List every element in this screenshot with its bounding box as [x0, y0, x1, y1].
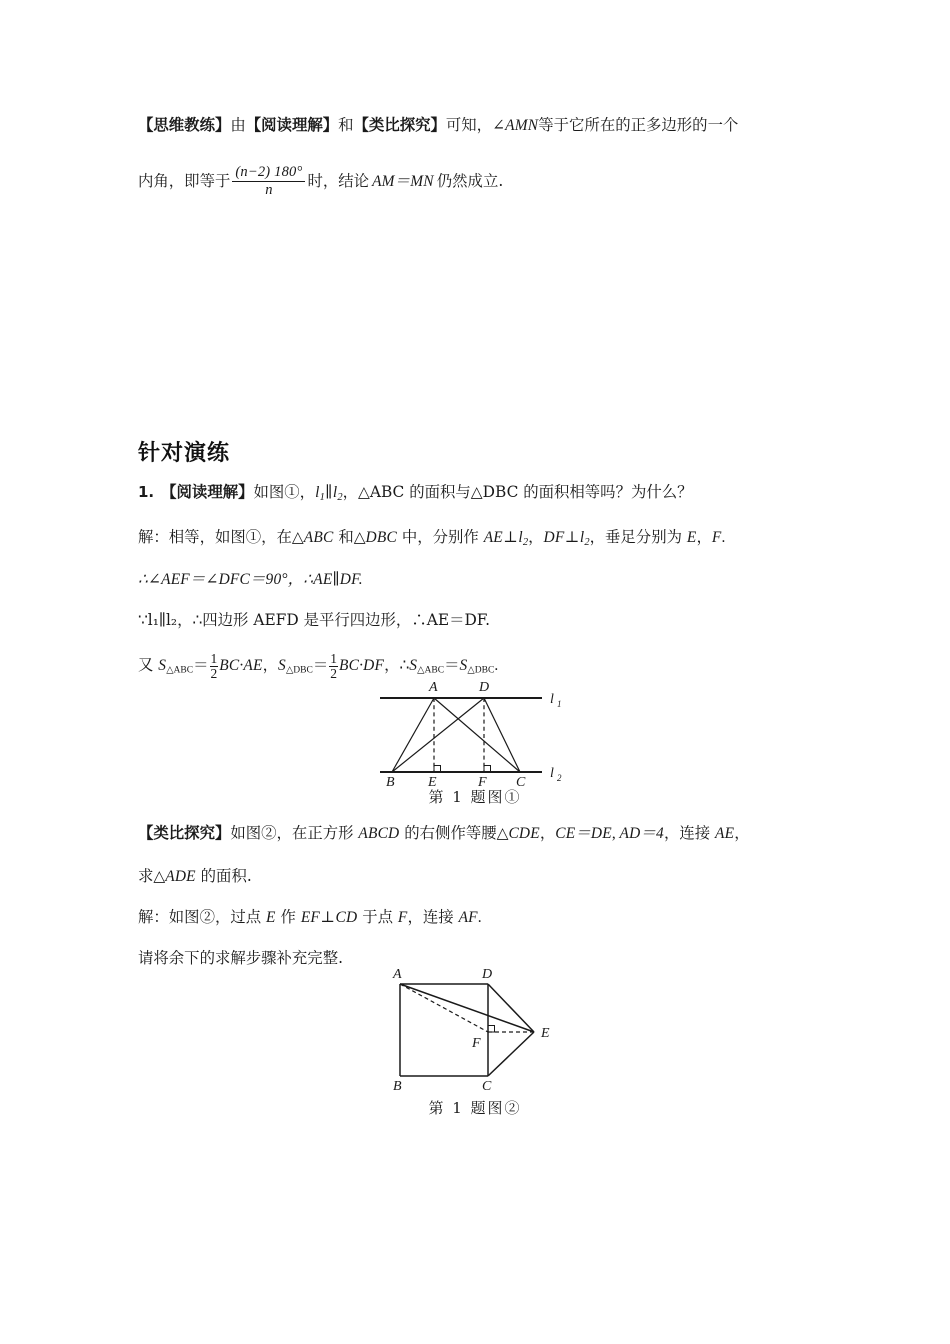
figure-1 [0, 676, 950, 791]
tri-abc-1: ABC [303, 529, 334, 546]
line-l1-subscript: 1 [319, 491, 325, 503]
seg-af-dashed [400, 984, 488, 1032]
area-s3-sub: △ABC [417, 664, 445, 676]
perp-symbol-2: ⊥ [564, 529, 580, 546]
figure-1-svg [360, 676, 590, 790]
figure-2-svg [360, 966, 590, 1094]
reading-comprehension-tag: 【阅读理解】 [245, 116, 339, 134]
area-s2-sub: △DBC [285, 664, 313, 676]
area-s3: S [409, 656, 418, 674]
formula-numerator: (n−2) 180° [232, 165, 305, 182]
bc-ae-product: BC·AE [219, 656, 263, 674]
label-D: D [479, 680, 490, 695]
seg-db [392, 698, 484, 772]
line-l2-subscript: 2 [337, 491, 343, 503]
label-l1: l [550, 692, 554, 707]
area-s4-sub: △DBC [467, 664, 495, 676]
seg-l2-b: l [579, 529, 585, 546]
solution-line-2-text: ∴∠AEF＝∠DFC＝90°，∴AE∥DF. [138, 571, 363, 588]
point-e-1: E [686, 529, 697, 546]
seg-l2-a-sub: 2 [522, 536, 529, 548]
am-equals-mn: AM＝MN [372, 173, 434, 191]
intro-line2-c: 仍然成立. [436, 172, 504, 191]
sol5-comma-2: ， [384, 655, 400, 674]
analogy-t1-d: , [611, 825, 620, 842]
label-l2: l [550, 766, 554, 781]
intro-line-2 [138, 165, 828, 198]
seg-ae-2: AE [715, 825, 735, 842]
solution-line-3-text: ∵l₁∥l₂，∴四边形 AEFD 是平行四边形，∴AE＝DF. [138, 611, 490, 629]
label-C2: C [482, 1079, 492, 1094]
analogy-line-1 [138, 826, 828, 841]
right-angle-mark-e [434, 766, 441, 773]
right-angle-mark-f [484, 766, 491, 773]
area-s2: S [278, 656, 286, 674]
ce-equals-de: CE＝DE [555, 825, 612, 842]
sol-mid-1: 和△ [333, 528, 366, 546]
half-num-2: 1 [330, 651, 338, 666]
equals-2: ＝ [312, 656, 329, 674]
label-D2: D [482, 967, 493, 982]
analogy-t2-b: 的面积. [195, 867, 252, 885]
point-f-1: F [711, 529, 722, 546]
half-den-1: 2 [210, 665, 218, 681]
figure-1-caption: 第 1 题图① [428, 788, 522, 806]
analogy-t1-a: 如图②，在正方形 [230, 824, 359, 842]
intro-text-b: 和 [338, 116, 354, 134]
label-F: F [478, 775, 487, 790]
seg-ce [488, 1032, 534, 1076]
label-B: B [386, 775, 395, 790]
half-den-2: 2 [330, 665, 338, 681]
label-F2: F [472, 1036, 481, 1051]
seg-cd: CD [335, 909, 358, 926]
point-e-2: E [266, 909, 276, 926]
seg-l2-b-sub: 2 [584, 536, 590, 548]
analogy-t3-a: 解：如图②，过点 [138, 908, 267, 926]
sol5-end-dot: . [494, 656, 499, 674]
tri-dbc-1: DBC [365, 529, 397, 546]
analogy-t2-a: 求△ [138, 867, 166, 885]
problem1-stem-b: ，△ABC 的面积与△DBC 的面积相等吗？为什么？ [342, 483, 693, 501]
sol5-prefix: 又 [138, 655, 159, 674]
label-A2: A [393, 967, 402, 982]
square-abcd: ABCD [358, 825, 400, 842]
problem1-reading-tag: 【阅读理解】 [161, 483, 254, 501]
seg-ef: EF [300, 909, 321, 926]
analogy-line-4 [138, 951, 828, 966]
sol-mid-3: ， [528, 528, 544, 546]
problem-1-stem [138, 485, 828, 503]
analogy-line-3 [138, 910, 828, 925]
ad-equals-4: AD＝4 [619, 825, 664, 842]
label-E2: E [541, 1026, 550, 1041]
label-A: A [429, 680, 438, 695]
seg-ac [434, 698, 520, 772]
equals-3: ＝ [444, 656, 460, 674]
area-s1: S [158, 656, 167, 674]
area-s4: S [459, 656, 468, 674]
area-s1-sub: △ABC [166, 664, 194, 676]
point-f-2: F [397, 909, 408, 926]
perp-symbol-1: ⊥ [503, 529, 518, 546]
seg-af: AF [458, 909, 478, 926]
solution-line-3 [138, 613, 828, 628]
perp-symbol-3: ⊥ [320, 909, 336, 926]
angle-amn: ∠AMN [492, 117, 539, 134]
intro-line2-b: 时，结论 [307, 172, 370, 191]
label-E: E [428, 775, 437, 790]
analogy-t1-b: 的右侧作等腰△ [399, 824, 509, 842]
sol-end-dot: . [721, 529, 726, 546]
seg-df-1: DF [543, 529, 565, 546]
seg-de [488, 984, 534, 1032]
sol-mid-4: ，垂足分别为 [589, 528, 687, 546]
line-l1-ref: l [315, 484, 320, 501]
label-l1-sub: 1 [557, 699, 562, 709]
therefore-symbol: ∴ [399, 656, 410, 674]
intro-line-1 [138, 118, 828, 133]
seg-dc [484, 698, 520, 772]
seg-ae-1: AE [483, 529, 503, 546]
seg-ab [392, 698, 434, 772]
intro-text-c: 可知， [445, 116, 493, 134]
analogy-t3-c: 于点 [357, 908, 398, 926]
bc-df-product: BC·DF [339, 656, 385, 674]
parallel-symbol: ∥ [325, 484, 333, 501]
analogy-t3-d: ，连接 [407, 908, 459, 926]
line-l2-ref: l [332, 484, 338, 501]
thinking-coach-tag: 【思维教练】 [138, 116, 231, 134]
solution-line-1 [138, 530, 828, 548]
label-B2: B [393, 1079, 402, 1094]
intro-text-d: 等于它所在的正多边形的一个 [538, 116, 739, 134]
figure-2 [0, 966, 950, 1096]
solution-line-2 [138, 572, 828, 587]
problem1-stem-a: 如图①， [253, 483, 316, 501]
problem-number: 1. [138, 483, 155, 501]
analogy-t3-e: . [477, 909, 482, 926]
right-angle-mark-f2 [488, 1026, 495, 1033]
formula-denominator: n [265, 182, 273, 199]
tri-cde: CDE [508, 825, 540, 842]
label-C: C [516, 775, 526, 790]
sol-prefix: 解：相等，如图①，在△ [138, 528, 304, 546]
analogy-exploration-tag: 【类比探究】 [353, 116, 446, 134]
seg-l2-a: l [518, 529, 523, 546]
intro-line2-a: 内角，即等于 [138, 172, 231, 191]
analogy-t1-f: ， [734, 824, 750, 842]
sol-mid-5: ， [696, 528, 712, 546]
intro-text-a: 由 [230, 116, 246, 134]
tri-ade: ADE [165, 868, 196, 885]
analogy-instruction: 请将余下的求解步骤补充完整. [138, 949, 343, 967]
equals-1: ＝ [193, 656, 209, 674]
sol-mid-2: 中，分别作 [396, 528, 484, 546]
analogy-t1-e: ，连接 [663, 824, 716, 842]
half-num-1: 1 [210, 651, 218, 666]
label-l2-sub: 2 [557, 773, 562, 783]
analogy-t1-c: ， [539, 824, 556, 842]
section-title-practice: 针对演练 [138, 441, 231, 466]
figure-2-caption: 第 1 题图② [428, 1099, 522, 1117]
sol5-comma-1: ， [262, 655, 279, 674]
seg-ae-fig2 [400, 984, 534, 1032]
analogy-line-2 [138, 869, 828, 884]
interior-angle-formula [232, 165, 305, 198]
problem1-analogy-tag: 【类比探究】 [138, 824, 231, 842]
analogy-t3-b: 作 [275, 908, 301, 926]
